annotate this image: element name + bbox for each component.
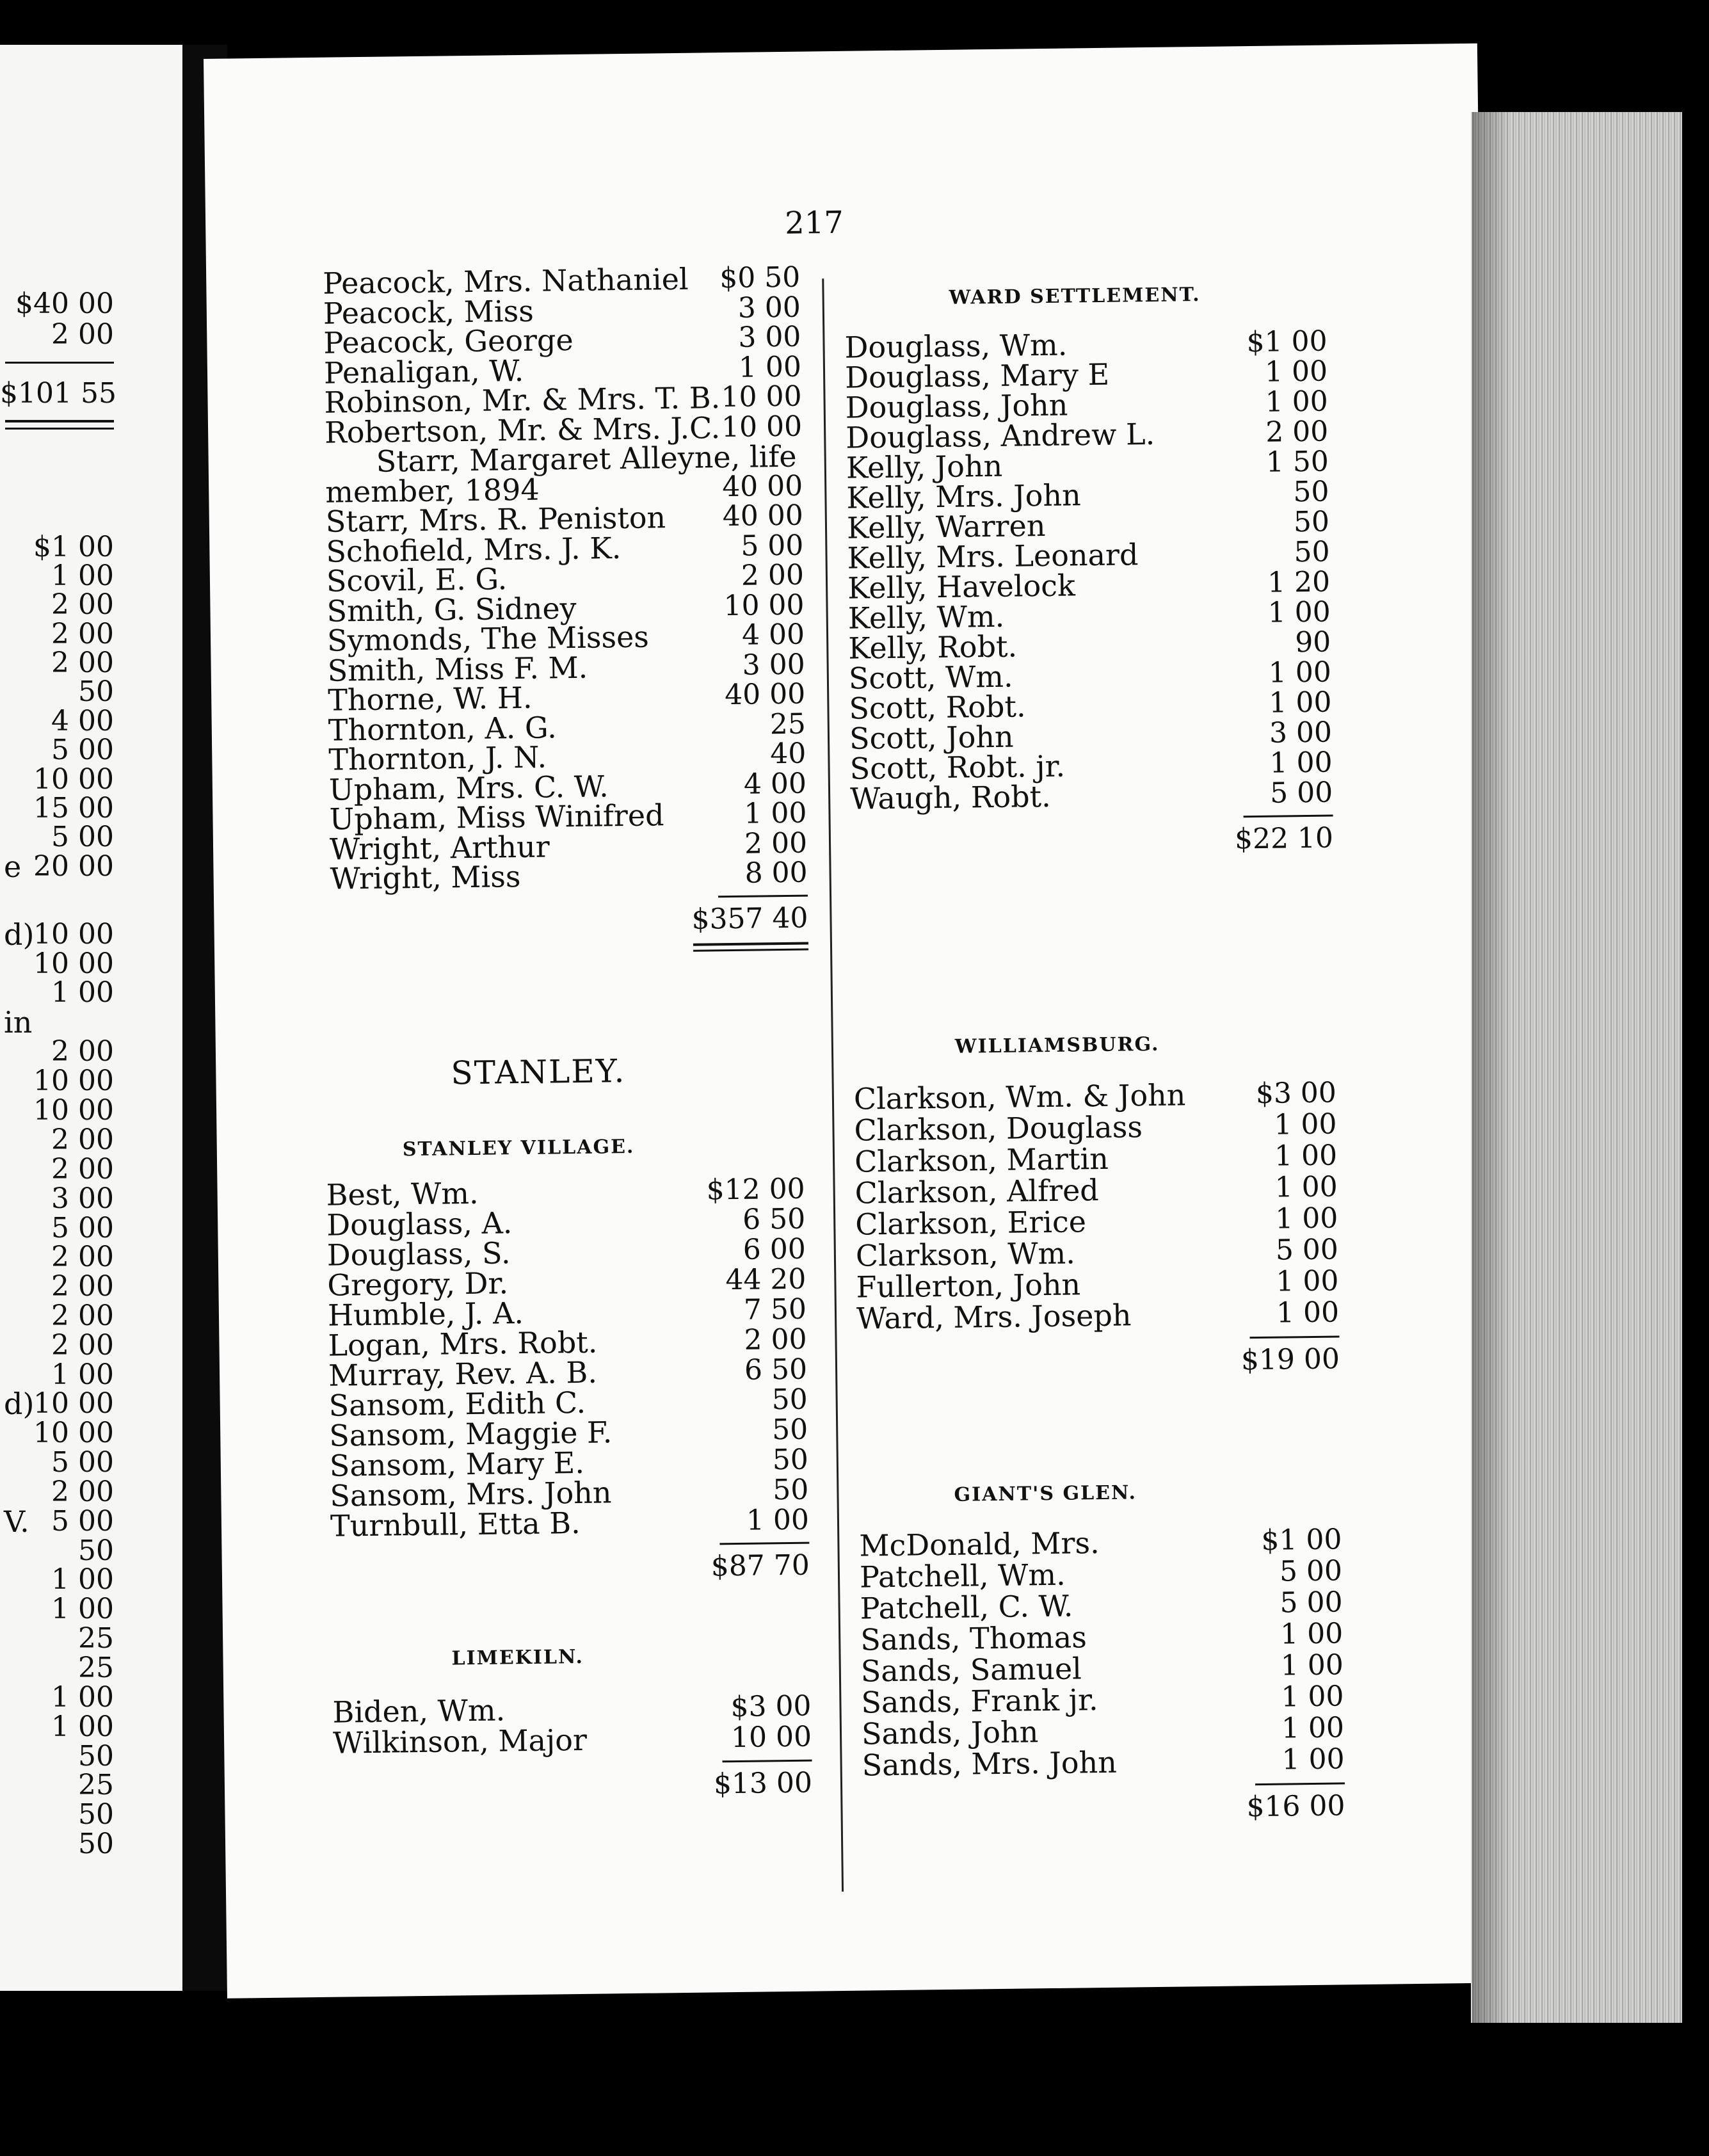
entry-amount: 50 [1293, 505, 1330, 539]
entry-name: Peacock, Mrs. Nathaniel [322, 261, 689, 301]
entry-name: Wilkinson, Major [332, 1722, 588, 1760]
entry-name: Sansom, Maggie F. [328, 1415, 613, 1453]
entry-amount: 1 00 [746, 1503, 810, 1537]
previous-page-amount: 2 00 [51, 1329, 114, 1362]
section-heading-stanley-village: STANLEY VILLAGE. [402, 1135, 635, 1161]
entry-name: Starr, Margaret Alleyne, life [376, 438, 797, 479]
section-heading-ward-settlement: WARD SETTLEMENT. [949, 284, 1201, 309]
entry-amount: 10 00 [721, 410, 803, 444]
entry-amount: 4 00 [743, 767, 807, 801]
previous-page-amount: 50 [78, 1828, 114, 1860]
entry-amount: 6 00 [742, 1232, 806, 1266]
section-heading-williamsburg: WILLIAMSBURG. [954, 1033, 1160, 1058]
entry-amount: 1 00 [1280, 1648, 1344, 1682]
total-amount: $16 00 [1246, 1789, 1345, 1824]
entry-amount: $12 00 [706, 1172, 805, 1207]
entry-name: Murray, Rev. A. B. [328, 1355, 598, 1393]
entry-amount: 1 00 [1274, 1107, 1337, 1141]
entry-name: Best, Wm. [326, 1175, 479, 1212]
entry-amount: 1 00 [1274, 1170, 1338, 1204]
previous-page-amount: 2 00 [51, 1476, 114, 1508]
entry-name: Sands, Mrs. John [862, 1744, 1118, 1783]
entry-name: Scott, Robt. [849, 689, 1026, 726]
entry-name: Smith, Miss F. M. [327, 650, 588, 688]
entry-name: Peacock, George [323, 322, 574, 360]
previous-page-amount: 1 00 [51, 976, 114, 1009]
section-title-stanley: STANLEY. [451, 1052, 626, 1092]
entry-amount: 1 00 [1269, 746, 1333, 780]
entry-amount: 40 00 [722, 499, 804, 533]
entry-amount: 10 00 [730, 1720, 812, 1755]
entry-name: Kelly, Mrs. John [846, 478, 1081, 515]
entry-amount: 5 00 [1280, 1586, 1343, 1620]
previous-page-amount: 2 00 [51, 1153, 114, 1186]
column-divider [822, 278, 844, 1892]
previous-page-amount: 3 00 [51, 1182, 114, 1215]
previous-page-amount: 1 00 [51, 1593, 114, 1625]
entry-amount: 50 [1293, 475, 1329, 509]
entry-name: Clarkson, Douglass [854, 1109, 1143, 1148]
previous-page-amount: 4 00 [51, 705, 114, 737]
entry-amount: 3 00 [1269, 716, 1333, 750]
entry-name: Starr, Mrs. R. Peniston [325, 500, 666, 539]
previous-page-amount: 2 00 [51, 1270, 114, 1303]
entry-amount: 1 00 [1281, 1680, 1344, 1714]
entry-amount: 5 00 [741, 529, 804, 563]
entry-amount: 5 00 [1279, 1554, 1343, 1588]
previous-page-amount: 15 00 [33, 792, 114, 825]
entry-name: Thorne, W. H. [327, 680, 533, 718]
entry-amount: 50 [773, 1473, 809, 1507]
total-amount: $357 40 [691, 901, 808, 936]
entry-amount: 1 20 [1267, 565, 1331, 599]
entry-name: Douglass, Wm. [844, 327, 1068, 365]
entry-amount: 7 50 [743, 1292, 807, 1326]
double-rule [693, 948, 808, 951]
entry-amount: $1 00 [1261, 1523, 1342, 1557]
entry-name: Kelly, John [846, 448, 1003, 485]
previous-page-amount: 1 00 [51, 559, 114, 592]
previous-page-amount: 25 [78, 1652, 114, 1684]
entry-name: Waugh, Robt. [849, 778, 1052, 816]
ledger-page [204, 44, 1501, 1999]
previous-page-amount: 10 00 [33, 1387, 114, 1420]
previous-page-amount: 2 00 [51, 318, 114, 351]
total-amount: $87 70 [710, 1549, 810, 1583]
previous-page-amount: 1 00 [51, 1563, 114, 1596]
entry-name: Humble, J. A. [327, 1296, 524, 1333]
previous-page-amount: 2 00 [51, 588, 114, 621]
entry-amount: 40 00 [724, 677, 806, 712]
entry-amount: 1 00 [1269, 686, 1332, 720]
entry-name: Sansom, Edith C. [328, 1385, 586, 1423]
entry-name: member, 1894 [325, 472, 540, 510]
previous-page-fragment: in [4, 1005, 33, 1040]
entry-amount: 1 00 [1276, 1264, 1339, 1298]
total-rule [723, 1760, 812, 1763]
entry-amount: 1 00 [1274, 1139, 1338, 1173]
entry-name: Robinson, Mr. & Mrs. T. B. [324, 380, 721, 420]
entry-name: Douglass, A. [326, 1205, 513, 1243]
entry-amount: 3 00 [738, 320, 801, 354]
entry-name: McDonald, Mrs. [859, 1525, 1100, 1563]
entry-name: Clarkson, Martin [854, 1141, 1109, 1179]
previous-page-amount: 10 00 [33, 918, 114, 951]
entry-name: Robertson, Mr. & Mrs. J.C. [324, 410, 721, 450]
entry-amount: 1 00 [1274, 1202, 1338, 1235]
entry-name: Sansom, Mary E. [329, 1445, 585, 1483]
previous-page-amount: 5 00 [51, 734, 114, 766]
total-amount: $19 00 [1240, 1342, 1340, 1377]
entry-amount: 50 [771, 1413, 808, 1447]
entry-name: Clarkson, Alfred [854, 1173, 1100, 1211]
entry-amount: 40 00 [721, 469, 803, 503]
entry-name: Sansom, Mrs. John [330, 1475, 612, 1513]
entry-amount: 1 00 [1265, 385, 1328, 419]
entry-amount: 1 00 [744, 796, 807, 830]
previous-page-amount: 2 00 [51, 1035, 114, 1068]
entry-name: Wright, Miss [330, 859, 521, 896]
entry-name: Biden, Wm. [332, 1693, 506, 1730]
entry-amount: 3 00 [742, 648, 805, 682]
entry-amount: 1 00 [1280, 1617, 1344, 1651]
entry-amount: 10 00 [723, 588, 805, 622]
entry-amount: $3 00 [1255, 1076, 1337, 1111]
previous-page-double-rule [5, 420, 114, 422]
previous-page-amount: 5 00 [51, 1505, 114, 1538]
entry-name: Thornton, A. G. [328, 709, 557, 748]
previous-page-amount: 50 [78, 1798, 114, 1831]
entry-name: Schofield, Mrs. J. K. [326, 530, 622, 569]
previous-page-fragment: e [4, 849, 22, 884]
entry-name: Upham, Mrs. C. W. [328, 768, 609, 807]
previous-page-amount: 2 00 [51, 647, 114, 679]
previous-page-fragment: V. [4, 1504, 29, 1539]
total-amount: $22 10 [1234, 821, 1334, 856]
entry-name: Gregory, Dr. [327, 1266, 509, 1303]
previous-page-amount: 20 00 [33, 850, 114, 883]
previous-page-amount: 10 00 [33, 1094, 114, 1127]
entry-name: Clarkson, Wm. & John [853, 1077, 1186, 1116]
page-edge-shadow [1472, 112, 1511, 2023]
previous-page-amount: 2 00 [51, 1299, 114, 1332]
entry-name: Kelly, Havelock [847, 568, 1076, 606]
total-rule [1244, 815, 1333, 818]
section-heading-giants-glen: GIANT'S GLEN. [954, 1481, 1137, 1506]
entry-amount: 1 00 [1281, 1711, 1345, 1745]
previous-page-amount: 10 00 [33, 1417, 114, 1449]
entry-name: Clarkson, Erice [854, 1204, 1087, 1242]
entry-amount: 1 00 [1281, 1742, 1345, 1776]
entry-amount: $0 50 [719, 261, 801, 295]
previous-page-amount: 2 00 [51, 1241, 114, 1273]
entry-name: Douglass, Mary E [844, 357, 1110, 395]
previous-page-fragment: d) [4, 917, 35, 952]
previous-page-amount: 50 [78, 1534, 114, 1567]
total-rule [719, 1542, 809, 1545]
entry-amount: 1 00 [1276, 1296, 1340, 1330]
previous-page-fragment: d) [4, 1387, 35, 1421]
entry-amount: 1 00 [1268, 656, 1332, 689]
entry-name: Kelly, Warren [846, 508, 1046, 545]
page-number: 217 [784, 204, 844, 241]
entry-name: Penaligan, W. [323, 353, 524, 390]
entry-name: Sands, Samuel [860, 1651, 1082, 1689]
entry-amount: 3 00 [737, 291, 801, 325]
entry-name: Symonds, The Misses [326, 619, 650, 658]
entry-name: Upham, Miss Winifred [329, 798, 664, 837]
previous-page-amount: 50 [78, 1740, 114, 1773]
entry-amount: 10 00 [721, 380, 802, 414]
entry-amount: 44 20 [725, 1262, 806, 1297]
previous-page-amount: $40 00 [15, 287, 114, 320]
previous-page-amount: 1 00 [51, 1710, 114, 1743]
previous-page-amount: 10 00 [33, 947, 114, 980]
previous-page-amount: 2 00 [51, 1123, 114, 1156]
previous-page-amount: 5 00 [51, 1446, 114, 1479]
entry-name: Logan, Mrs. Robt. [328, 1324, 598, 1363]
entry-amount: 6 50 [742, 1202, 806, 1236]
entry-amount: 25 [769, 707, 806, 741]
double-rule [693, 942, 808, 945]
previous-page-amount: 25 [78, 1769, 114, 1801]
entry-name: Smith, G. Sidney [326, 590, 577, 629]
entry-amount: 90 [1294, 625, 1331, 659]
previous-page-amount: $101 55 [0, 377, 116, 410]
section-heading-limekiln: LIMEKILN. [451, 1645, 584, 1670]
previous-page-rule [5, 362, 114, 364]
previous-page-amount: 1 00 [51, 1681, 114, 1714]
previous-page-amount: 25 [78, 1622, 114, 1655]
entry-amount: 2 00 [744, 1323, 807, 1356]
entry-name: Scott, Robt. jr. [849, 748, 1066, 786]
entry-amount: 1 00 [1264, 355, 1328, 389]
entry-name: Kelly, Robt. [847, 629, 1018, 666]
entry-name: Ward, Mrs. Joseph [856, 1298, 1132, 1336]
entry-name: Peacock, Miss [323, 293, 534, 331]
entry-amount: 4 00 [741, 618, 805, 652]
entry-name: Sands, Thomas [860, 1620, 1087, 1657]
entry-name: Patchell, Wm. [859, 1557, 1066, 1595]
entry-amount: 50 [1294, 535, 1330, 569]
entry-name: Turnbull, Etta B. [330, 1505, 581, 1543]
entry-amount: 5 00 [1275, 1233, 1339, 1267]
previous-page-amount: 2 00 [51, 618, 114, 650]
entry-name: Douglass, Andrew L. [845, 416, 1155, 455]
previous-page-amount: 5 00 [51, 821, 114, 853]
total-amount: $13 00 [713, 1766, 813, 1801]
entry-amount: 40 [770, 737, 806, 771]
entry-amount: 50 [772, 1443, 809, 1477]
entry-amount: 1 00 [1267, 595, 1331, 629]
previous-page-amount: 10 00 [33, 763, 114, 796]
entry-name: Kelly, Wm. [847, 599, 1005, 636]
entry-amount: 1 50 [1265, 445, 1329, 479]
entry-amount: $1 00 [1246, 325, 1328, 359]
entry-amount: 6 50 [744, 1353, 808, 1387]
entry-name: Kelly, Mrs. Leonard [847, 537, 1139, 575]
entry-name: Scott, John [849, 719, 1014, 756]
total-rule [718, 894, 808, 897]
entry-amount: 50 [771, 1383, 808, 1417]
previous-page-amount: 10 00 [33, 1065, 114, 1097]
total-rule [1250, 1335, 1340, 1339]
total-rule [1255, 1782, 1345, 1785]
entry-name: Sands, Frank jr. [861, 1682, 1098, 1720]
previous-page-amount: 50 [78, 675, 114, 708]
entry-name: Scovil, E. G. [326, 561, 508, 599]
entry-name: Sands, John [861, 1714, 1039, 1751]
entry-amount: 2 00 [744, 826, 808, 860]
entry-name: Fullerton, John [856, 1267, 1081, 1305]
previous-page-amount: 1 00 [51, 1358, 114, 1391]
entry-name: Douglass, John [845, 387, 1068, 425]
entry-name: Patchell, C. W. [860, 1588, 1073, 1626]
entry-name: Thornton, J. N. [328, 739, 547, 777]
entry-name: Wright, Arthur [329, 828, 550, 867]
entry-amount: 2 00 [1265, 415, 1329, 449]
entry-name: Clarkson, Wm. [855, 1235, 1076, 1273]
entry-amount: 2 00 [741, 558, 805, 592]
entry-amount: 1 00 [738, 350, 802, 384]
previous-page-double-rule [5, 428, 114, 430]
entry-name: Douglass, S. [326, 1235, 511, 1273]
entry-amount: $3 00 [730, 1689, 812, 1724]
previous-page-amount: 5 00 [51, 1212, 114, 1244]
entry-name: Scott, Wm. [848, 659, 1013, 696]
previous-page-amount: $1 00 [33, 531, 114, 563]
entry-amount: 8 00 [744, 856, 808, 890]
entry-amount: 5 00 [1269, 776, 1333, 810]
previous-page [0, 45, 182, 1991]
